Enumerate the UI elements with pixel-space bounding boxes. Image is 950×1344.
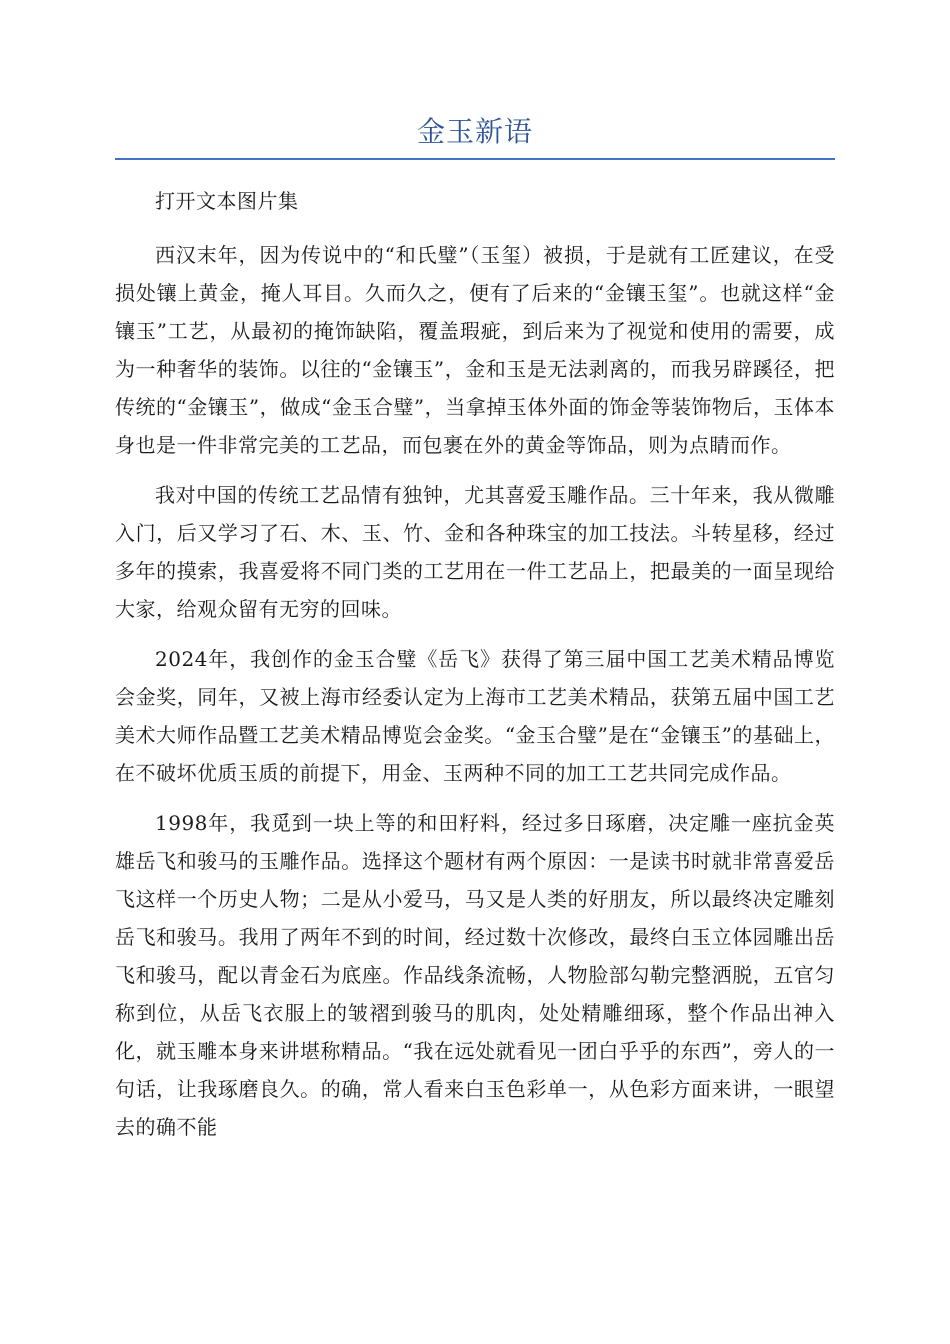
paragraph-craft-background: 我对中国的传统工艺品情有独钟，尤其喜爱玉雕作品。三十年来，我从微雕入门，后又学习了石、木、玉、竹、金和各种珠宝的加工技法。斗转星移，经过多年的摸索，我喜爱将不同门类的工艺用在一件工艺品上，把最美的一面呈现给大家，给观众留有无穷的回味。 (115, 483, 835, 621)
paragraph-history: 西汉末年，因为传说中的“和氏璧”（玉玺）被损，于是就有工匠建议，在受损处镶上黄金，掩人耳目。久而久之，便有了后来的“金镶玉玺”。也就这样“金镶玉”工艺，从最初的掩饰缺陷，覆盖瑕疵，到后来为了视觉和使用的需要，成为一种奢华的装饰。以往的“金镶玉”，金和玉是无法剥离的，而我另辟蹊径，把传统的“金镶玉”，做成“金玉合璧”，当拿掉玉体外面的饰金等装饰物后，玉体本身也是一件非常完美的工艺品，而包裹在外的黄金等饰品，则为点睛而作。 (115, 243, 835, 457)
paragraph-awards: 2024年，我创作的金玉合璧《岳飞》获得了第三届中国工艺美术精品博览会金奖，同年，又被上海市经委认定为上海市工艺美术精品，获第五届中国工艺美术大师作品暨工艺美术精品博览会金奖。“金玉合璧”是在“金镶玉”的基础上，在不破坏优质玉质的前提下，用金、玉两种不同的加工工艺共同完成作品。 (115, 647, 835, 785)
document-title: 金玉新语 (416, 115, 533, 148)
paragraph-yuefei-work: 1998年，我觅到一块上等的和田籽料，经过多日琢磨，决定雕一座抗金英雄岳飞和骏马的玉雕作品。选择这个题材有两个原因：一是读书时就非常喜爱岳飞这样一个历史人物；二是从小爱马，马又是人类的好朋友，所以最终决定雕刻岳飞和骏马。我用了两年不到的时间，经过数十次修改，最终白玉立体园雕出岳飞和骏马，配以青金石为底座。作品线条流畅，人物脸部勾勒完整洒脱，五官匀称到位，从岳飞衣服上的皱褶到骏马的肌肉，处处精雕细琢，整个作品出神入化，就玉雕本身来讲堪称精品。“我在远处就看见一团白乎乎的东西”，旁人的一句话，让我琢磨良久。的确，常人看来白玉色彩单一，从色彩方面来讲，一眼望去的确不能 (115, 811, 835, 1139)
title-underline (115, 158, 835, 160)
paragraph-gallery-link: 打开文本图片集 (155, 189, 299, 213)
document-page (115, 110, 835, 1158)
